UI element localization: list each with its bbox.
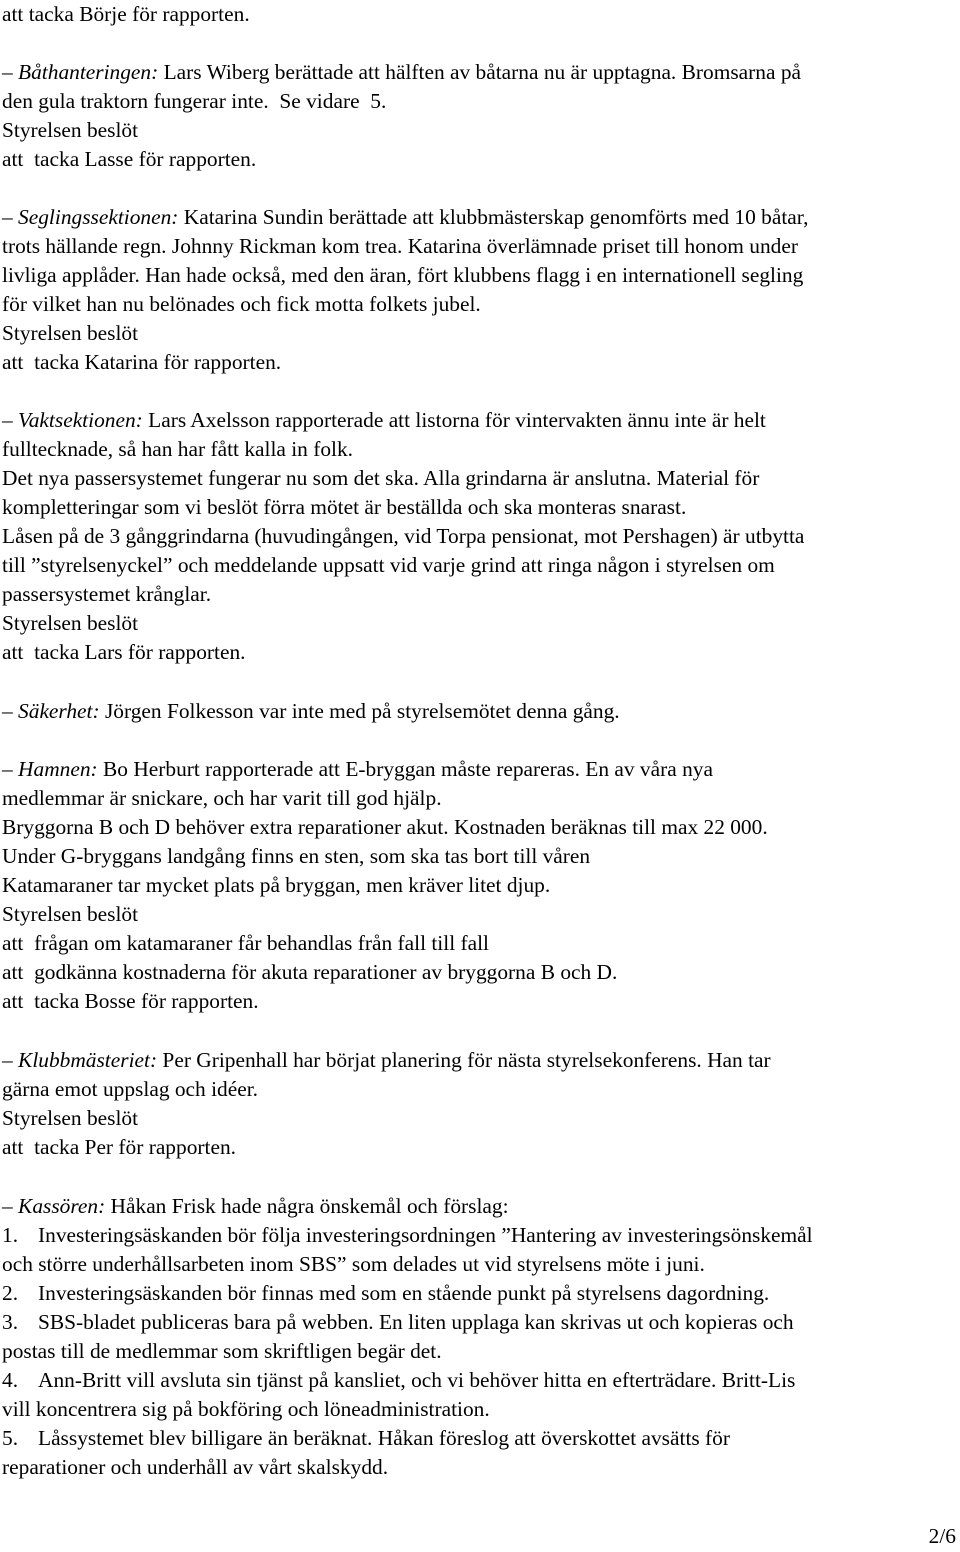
text-line: den gula traktorn fungerar inte. Se vidare 5.: [2, 89, 387, 113]
section-title: Hamnen:: [18, 757, 98, 781]
section-title: Säkerhet:: [18, 699, 100, 723]
dash: –: [2, 1048, 19, 1072]
list-text: Låssystemet blev billigare än beräknat. Håkan föreslog att överskottet avsätts för: [38, 1426, 730, 1450]
text-line: till ”styrelsenyckel” och meddelande uppsatt vid varje grind att ringa någon i styrelsen om: [2, 553, 775, 577]
text-line: att tacka Per för rapporten.: [2, 1135, 237, 1159]
text-line: Under G-bryggans landgång finns en sten, som ska tas bort till våren: [2, 844, 591, 868]
text-line: och större underhållsarbeten inom SBS” som delades ut vid styrelsens möte i juni.: [2, 1252, 705, 1276]
section-heading-line: [2, 406, 766, 435]
text-line: postas till de medlemmar som skriftligen begär det.: [2, 1339, 442, 1363]
list-number: 3.: [2, 1310, 19, 1334]
text-line: Låsen på de 3 gånggrindarna (huvudingången, vid Torpa pensionat, mot Pershagen) är utbytta: [2, 524, 805, 548]
text-line: Katamaraner tar mycket plats på bryggan, men kräver litet djup.: [2, 873, 551, 897]
text-line: att tacka Börje för rapporten.: [2, 2, 250, 26]
text-line: att godkänna kostnaderna för akuta reparationer av bryggorna B och D.: [2, 960, 618, 984]
section-text: Håkan Frisk hade några önskemål och förslag:: [105, 1194, 509, 1218]
section-title: Båthanteringen:: [18, 60, 159, 84]
section-text: Jörgen Folkesson var inte med på styrelsemötet denna gång.: [99, 699, 620, 723]
text-line: Styrelsen beslöt: [2, 118, 139, 142]
text-line: för vilket han nu belönades och fick motta folkets jubel.: [2, 292, 481, 316]
list-item: [2, 1279, 769, 1308]
text-line: reparationer och underhåll av vårt skalskydd.: [2, 1455, 389, 1479]
list-item: [2, 1308, 794, 1337]
text-line: Styrelsen beslöt: [2, 611, 139, 635]
text-line: att tacka Katarina för rapporten.: [2, 350, 282, 374]
section-heading-line: [2, 1046, 771, 1075]
text-line: vill koncentrera sig på bokföring och löneadministration.: [2, 1397, 490, 1421]
section-heading-line: [2, 755, 713, 784]
text-line: livliga applåder. Han hade också, med den äran, fört klubbens flagg i en internationell segling: [2, 263, 804, 287]
dash: –: [2, 699, 19, 723]
text-line: trots hällande regn. Johnny Rickman kom trea. Katarina överlämnade priset till honom under: [2, 234, 798, 258]
section-title: Vaktsektionen:: [18, 408, 143, 432]
section-text: Bo Herburt rapporterade att E-bryggan måste repareras. En av våra nya: [97, 757, 713, 781]
text-line: passersystemet krånglar.: [2, 582, 212, 606]
list-number: 2.: [2, 1281, 19, 1305]
section-text: Per Gripenhall har börjat planering för nästa styrelsekonferens. Han tar: [157, 1048, 771, 1072]
section-title: Kassören:: [18, 1194, 106, 1218]
section-heading-line: [2, 697, 620, 726]
text-line: att tacka Bosse för rapporten.: [2, 989, 259, 1013]
list-number: 4.: [2, 1368, 19, 1392]
text-line: Styrelsen beslöt: [2, 902, 139, 926]
list-text: SBS-bladet publiceras bara på webben. En liten upplaga kan skrivas ut och kopieras och: [38, 1310, 794, 1334]
dash: –: [2, 408, 19, 432]
text-line: Det nya passersystemet fungerar nu som det ska. Alla grindarna är anslutna. Material för: [2, 466, 760, 490]
dash: –: [2, 60, 19, 84]
list-text: Investeringsäskanden bör finnas med som en stående punkt på styrelsens dagordning.: [38, 1281, 770, 1305]
text-line: gärna emot uppslag och idéer.: [2, 1077, 259, 1101]
text-line: att tacka Lasse för rapporten.: [2, 147, 257, 171]
section-heading-line: [2, 1192, 509, 1221]
list-text: Investeringsäskanden bör följa investeringsordningen ”Hantering av investeringsönskemål: [38, 1223, 813, 1247]
section-heading-line: [2, 203, 808, 232]
section-text: Lars Axelsson rapporterade att listorna för vintervakten ännu inte är helt: [142, 408, 766, 432]
list-item: [2, 1424, 730, 1453]
text-line: Bryggorna B och D behöver extra reparationer akut. Kostnaden beräknas till max 22 000.: [2, 815, 768, 839]
text-line: att tacka Lars för rapporten.: [2, 640, 246, 664]
section-title: Klubbmästeriet:: [18, 1048, 158, 1072]
section-text: Katarina Sundin berättade att klubbmästerskap genomförts med 10 båtar,: [178, 205, 809, 229]
text-line: att frågan om katamaraner får behandlas från fall till fall: [2, 931, 489, 955]
text-line: medlemmar är snickare, och har varit till god hjälp.: [2, 786, 442, 810]
list-number: 1.: [2, 1223, 19, 1247]
list-item: [2, 1221, 813, 1250]
section-heading-line: [2, 58, 801, 87]
text-line: Styrelsen beslöt: [2, 1106, 139, 1130]
text-line: kompletteringar som vi beslöt förra mötet är beställda och ska monteras snarast.: [2, 495, 687, 519]
dash: –: [2, 1194, 19, 1218]
section-title: Seglingssektionen:: [18, 205, 179, 229]
list-item: [2, 1366, 795, 1395]
dash: –: [2, 757, 19, 781]
text-line: fulltecknade, så han har fått kalla in folk.: [2, 437, 354, 461]
section-text: Lars Wiberg berättade att hälften av båtarna nu är upptagna. Bromsarna på: [158, 60, 802, 84]
dash: –: [2, 205, 19, 229]
page-number: 2/6: [928, 1524, 956, 1548]
text-line: Styrelsen beslöt: [2, 321, 139, 345]
list-text: Ann-Britt vill avsluta sin tjänst på kansliet, och vi behöver hitta en efterträdare. Britt-Lis: [38, 1368, 796, 1392]
list-number: 5.: [2, 1426, 19, 1450]
